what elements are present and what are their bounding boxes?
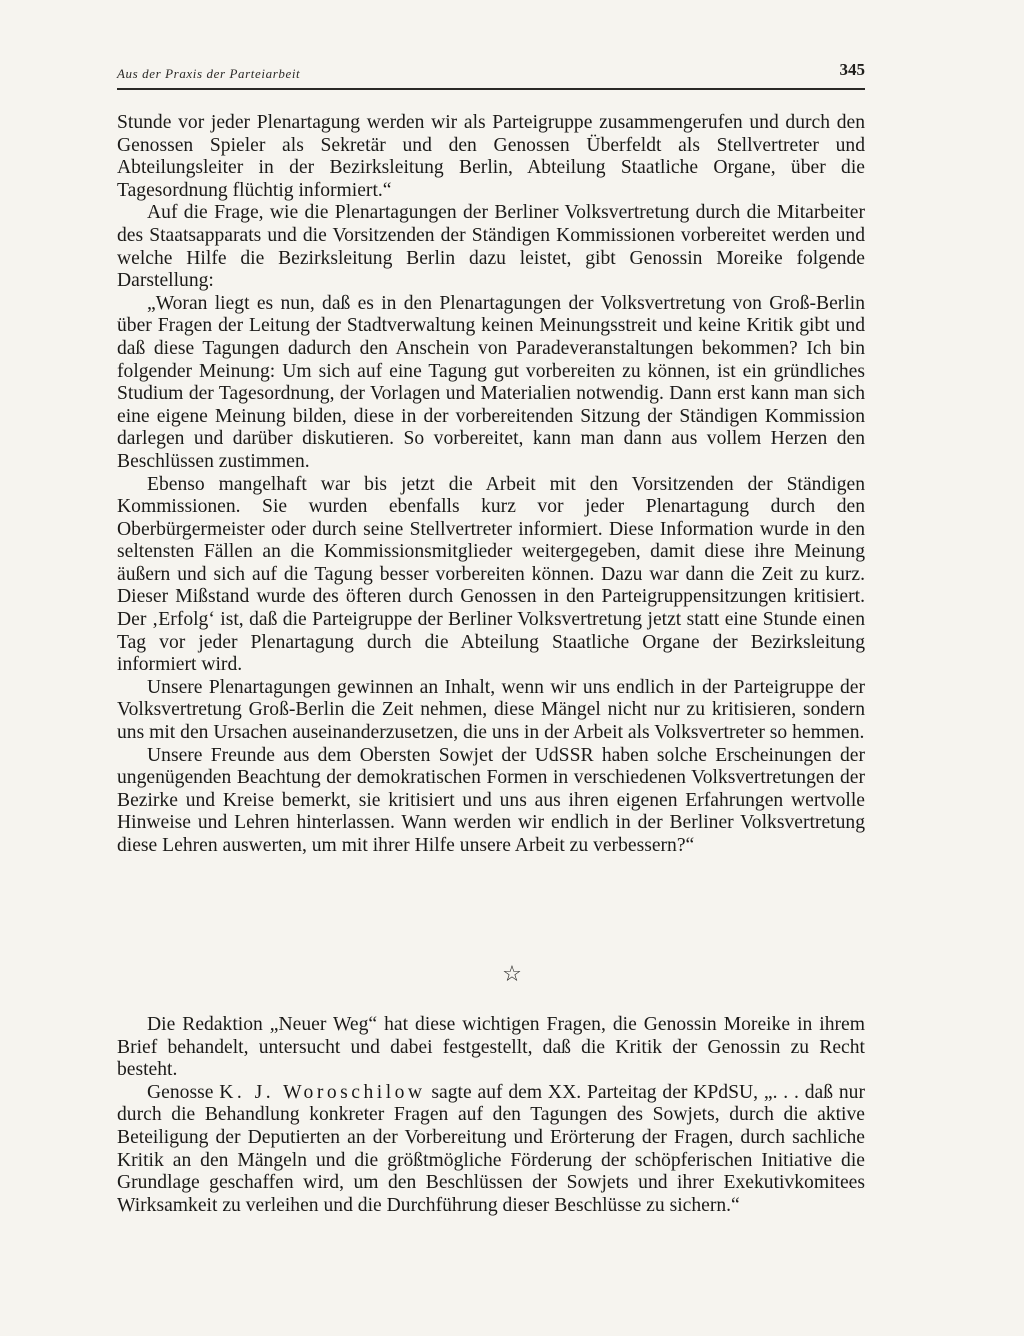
paragraph-2: Auf die Frage, wie die Plenartagungen der Berliner Volksvertretung durch die Mitarbeiter des Staatsapparats und die Vorsitzenden der Ständigen Kommissionen vorbereitet werden und welche Hilfe die Bezirksleitung Berlin dazu leistet, gibt Genossin Moreike folgende Darstellung: bbox=[117, 202, 865, 292]
running-title: Aus der Praxis der Parteiarbeit bbox=[117, 66, 301, 81]
editorial-text bbox=[117, 1014, 865, 1217]
paragraph-3: „Woran liegt es nun, daß es in den Plenartagungen der Volksvertretung von Groß-Berlin über Fragen der Leitung der Stadtverwaltung keinen Meinungsstreit und keine Kritik gibt und daß diese Tagungen dadurch den Anschein von Paradeveranstaltungen bekommen? Ich bin folgender Meinung: Um sich auf eine Tagung gut vorbereiten zu können, ist ein gründliches Studium der Tagesordnung, der Vorlagen und Materialien notwendig. Dann erst kann man sich eine eigene Meinung bilden, diese in der vorbereitenden Sitzung der Ständigen Kommission darlegen und darüber diskutieren. So vorbereitet, kann man dann aus vollem Herzen den Beschlüssen zustimmen. bbox=[117, 292, 865, 472]
paragraph-1: Stunde vor jeder Plenartagung werden wir als Parteigruppe zusammengerufen und durch den Genossen Spieler als Sekretär und den Genossen Überfeldt als Stellvertreter und Abteilungsleiter in der Bezirksleitung Berlin, Abteilung Staatliche Organe, über die Tagesordnung flüchtig informiert.“ bbox=[117, 112, 865, 201]
paragraph-6: Unsere Freunde aus dem Obersten Sowjet der UdSSR haben solche Erscheinungen der ungenügenden Beachtung der demokratischen Formen in verschiedenen Volksvertretungen der Bezirke und Kreise bemerkt, sie kritisiert und uns aus ihren eigenen Erfahrungen wertvolle Hinweise und Lehren hinterlassen. Wann werden wir endlich in der Berliner Volksvertretung diese Lehren auswerten, um mit ihrer Hilfe unsere Arbeit zu verbessern?“ bbox=[117, 744, 865, 856]
text-genosse: Genosse bbox=[147, 1081, 214, 1103]
editorial-paragraph-1: Die Redaktion „Neuer Weg“ hat diese wichtigen Fragen, die Genossin Moreike in ihrem Brief behandelt, untersucht und dabei festgestellt, daß die Kritik der Genossin zu Recht besteht. bbox=[117, 1014, 865, 1081]
paragraph-5: Unsere Plenartagungen gewinnen an Inhalt, wenn wir uns endlich in der Parteigruppe der Volksvertretung Groß-Berlin die Zeit nehmen, diese Mängel nicht nur zu kritisieren, sondern uns mit den Ursachen auseinanderzusetzen, die uns in der Arbeit als Volksvertreter so hemmen. bbox=[117, 676, 865, 744]
person-name: K. J. Woroschilow bbox=[219, 1081, 426, 1103]
page-header bbox=[117, 60, 865, 90]
paragraph-4: Ebenso mangelhaft war bis jetzt die Arbeit mit den Vorsitzenden der Ständigen Kommissionen. Sie wurden ebenfalls kurz vor jeder Plenartagung durch den Oberbürgermeister oder durch seine Stellvertreter informiert. Diese Information wurde in den seltensten Fällen an die Kommissionsmitglieder weitergegeben, damit diese ihre Meinung äußern und sich auf die Tagung besser vorbereiten können. Dazu war dann die Zeit zu kurz. Dieser Mißstand wurde des öfteren durch Genossen in den Parteigruppensitzungen kritisiert. Der ‚Erfolg‘ ist, daß die Parteigruppe der Berliner Volksvertretung jetzt statt eine Stunde einen Tag vor jeder Plenartagung durch die Abteilung Staatliche Organe der Bezirksleitung informiert wird. bbox=[117, 473, 865, 676]
section-divider-star-icon: ☆ bbox=[502, 962, 522, 987]
main-text bbox=[117, 112, 865, 858]
page-number: 345 bbox=[839, 60, 865, 79]
quote-text: sagte auf dem XX. Parteitag der KPdSU, „. . . daß nur durch die Behandlung konkreter Fragen auf den Tagungen des Sowjets, durch die aktive Beteiligung der Deputierten an der Vorbereitung und Erörterung der Fragen, durch sachliche Kritik an den Mängeln und die größtmögliche Förderung der schöpferischen Initiative die Grundlage geschaffen wird, um den Beschlüssen der Sowjets und ihrer Exekutivkomitees Wirksamkeit zu verleihen und die Durchführung dieser Beschlüsse zu sichern.“ bbox=[117, 1081, 865, 1216]
editorial-paragraph-2 bbox=[117, 1082, 865, 1218]
